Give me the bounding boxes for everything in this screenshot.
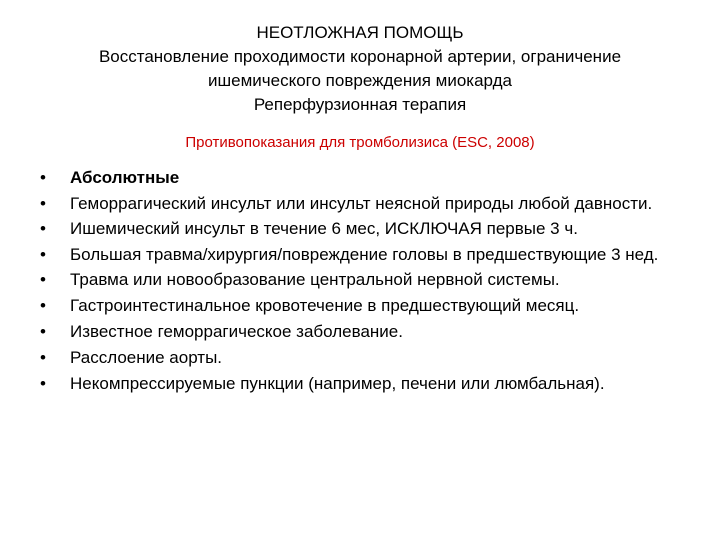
list-item-text: Большая травма/хирургия/повреждение головы в предшествующие 3 нед. <box>70 245 659 264</box>
header-line-2: Восстановление проходимости коронарной артерии, ограничение <box>98 47 622 66</box>
list-item <box>40 216 700 242</box>
list-item-text: Абсолютные <box>70 168 180 187</box>
list-item-text: Травма или новообразование центральной нервной системы. <box>70 270 560 289</box>
list-item <box>40 293 700 319</box>
header-title: НЕОТЛОЖНАЯ ПОМОЩЬ <box>256 23 464 42</box>
list-item-heading <box>40 165 700 191</box>
bullet-icon: • <box>40 219 46 238</box>
slide-header <box>20 21 700 117</box>
bullet-icon: • <box>40 296 46 315</box>
list-item-text: Геморрагический инсульт или инсульт неясной природы любой давности. <box>70 194 653 213</box>
list-item <box>40 191 700 216</box>
list-item-text: Гастроинтестинальное кровотечение в предшествующий месяц. <box>70 296 580 315</box>
bullet-icon: • <box>40 348 46 367</box>
list-item <box>40 319 700 345</box>
list-item-text: Расслоение аорты. <box>70 348 223 367</box>
header-line-4: Реперфурзионная терапия <box>253 95 467 114</box>
bullet-icon: • <box>40 270 46 289</box>
list-item-text: Ишемический инсульт в течение 6 мес, ИСКЛЮЧАЯ первые 3 ч. <box>70 219 578 238</box>
bullet-icon: • <box>40 374 46 393</box>
header-line-3: ишемического повреждения миокарда <box>208 71 512 90</box>
bullet-icon: • <box>40 245 46 264</box>
list-item-text: Некомпрессируемые пункции (например, печени или люмбальная). <box>70 374 605 393</box>
list-item-text: Известное геморрагическое заболевание. <box>70 322 403 341</box>
list-item <box>40 267 700 293</box>
bullet-icon: • <box>40 322 46 341</box>
list-item <box>40 242 700 267</box>
bullet-icon: • <box>40 168 46 187</box>
contraindications-list <box>40 165 700 396</box>
bullet-icon: • <box>40 194 46 213</box>
list-item <box>40 371 700 396</box>
list-item <box>40 345 700 371</box>
slide-subtitle: Противопоказания для тромболизиса (ESC, 2008) <box>185 134 535 151</box>
